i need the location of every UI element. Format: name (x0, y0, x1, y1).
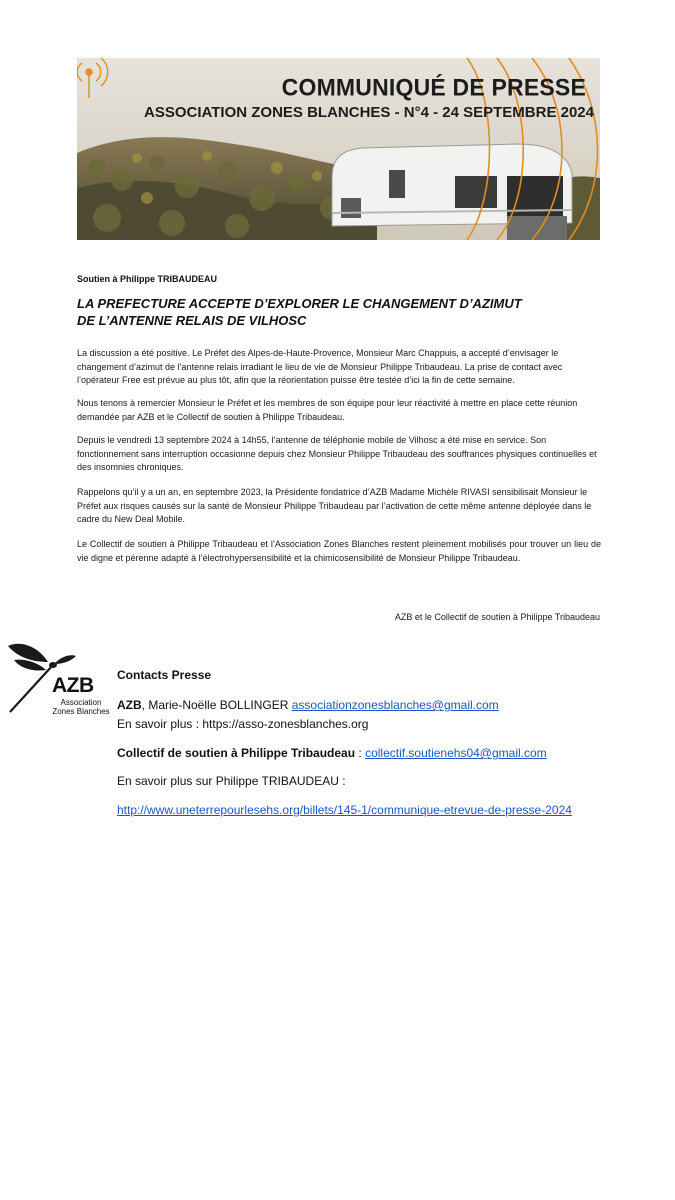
headline-line-1: LA PREFECTURE ACCEPTE D’EXPLORER LE CHANGEMENT D’AZIMUT (77, 296, 522, 311)
contact-azb (117, 698, 499, 712)
banner-subtitle: ASSOCIATION ZONES BLANCHES - N°4 - 24 SEPTEMBRE 2024 (144, 104, 594, 121)
logo-name (46, 698, 116, 716)
paragraph-4: Rappelons qu’il y a un an, en septembre 2023, la Présidente fondatrice d’AZB Madame Michèle RIVASI sensibilisait Monsieur le Préfet aux risques causés sur la santé de Monsieur Philippe Tribaudeau par l’activation de cette même antenne déployée dans le cadre du New Deal Mobile. (77, 487, 592, 524)
signature: AZB et le Collectif de soutien à Philippe Tribaudeau (394, 612, 600, 622)
article-kicker: Soutien à Philippe TRIBAUDEAU (77, 274, 218, 284)
article-headline (77, 295, 607, 329)
azb-logo (0, 640, 110, 720)
azb-website-text: En savoir plus : https://asso-zonesblanches.org (117, 717, 369, 731)
contact-collectif-sep: : (355, 746, 366, 760)
contact-collectif-label: Collectif de soutien à Philippe Tribaudeau (117, 746, 356, 760)
paragraph-1: La discussion a été positive. Le Préfet des Alpes-de-Haute-Provence, Monsieur Marc Chappuis, a accepté d’envisager le changement d’azimut de l’antenne relais irradiant le lieu de vie de Monsieur Philippe Tribaudeau. La prise de contact avec l’opérateur Free est prévue au plus tôt, afin que la réorientation puisse être testée d’ici la fin de cette semaine. (77, 348, 563, 385)
paragraph-2: Nous tenons à remercier Monsieur le Préfet et les membres de son équipe pour leur réactivité à mettre en place cette réunion demandée par AZB et le Collectif de soutien à Philippe Tribaudeau. (77, 398, 578, 422)
contact-azb-person: , Marie-Noëlle BOLLINGER (141, 698, 292, 712)
collectif-email-link[interactable]: collectif.soutienehs04@gmail.com (365, 746, 547, 760)
logo-acronym: AZB (52, 674, 94, 697)
more-info-url[interactable]: http://www.uneterrepourlesehs.org/billets/145-1/communique-etrevue-de-presse-2024 (117, 803, 572, 817)
headline-line-2: DE L’ANTENNE RELAIS DE VILHOSC (77, 313, 307, 328)
more-info-label: En savoir plus sur Philippe TRIBAUDEAU : (117, 774, 346, 788)
logo-name-line-2: Zones Blanches (52, 707, 110, 716)
contact-collectif (117, 746, 547, 760)
paragraph-3: Depuis le vendredi 13 septembre 2024 à 14h55, l’antenne de téléphonie mobile de Vilhosc a été mise en service. Son fonctionnement sans interruption occasionne depuis chez Monsieur Philippe Tribaudeau des souffrances physiques continuelles et des insomnies chroniques. (77, 435, 597, 472)
logo-name-line-1: Association (60, 698, 102, 707)
press-release-banner (77, 58, 600, 240)
contacts-title: Contacts Presse (117, 668, 212, 682)
more-info-url-link[interactable] (117, 803, 572, 817)
paragraph-5: Le Collectif de soutien à Philippe Tribaudeau et l’Association Zones Blanches restent pleinement mobilisés pour trouver un lieu de vie digne et pérenne adapté à l’électrohypersensibilité et la chimicosensibilité de Monsieur Philippe Tribaudeau. (77, 539, 601, 563)
contact-azb-label: AZB (117, 698, 142, 712)
banner-title: COMMUNIQUÉ DE PRESSE (281, 73, 586, 101)
azb-email-link[interactable]: associationzonesblanches@gmail.com (291, 698, 499, 712)
